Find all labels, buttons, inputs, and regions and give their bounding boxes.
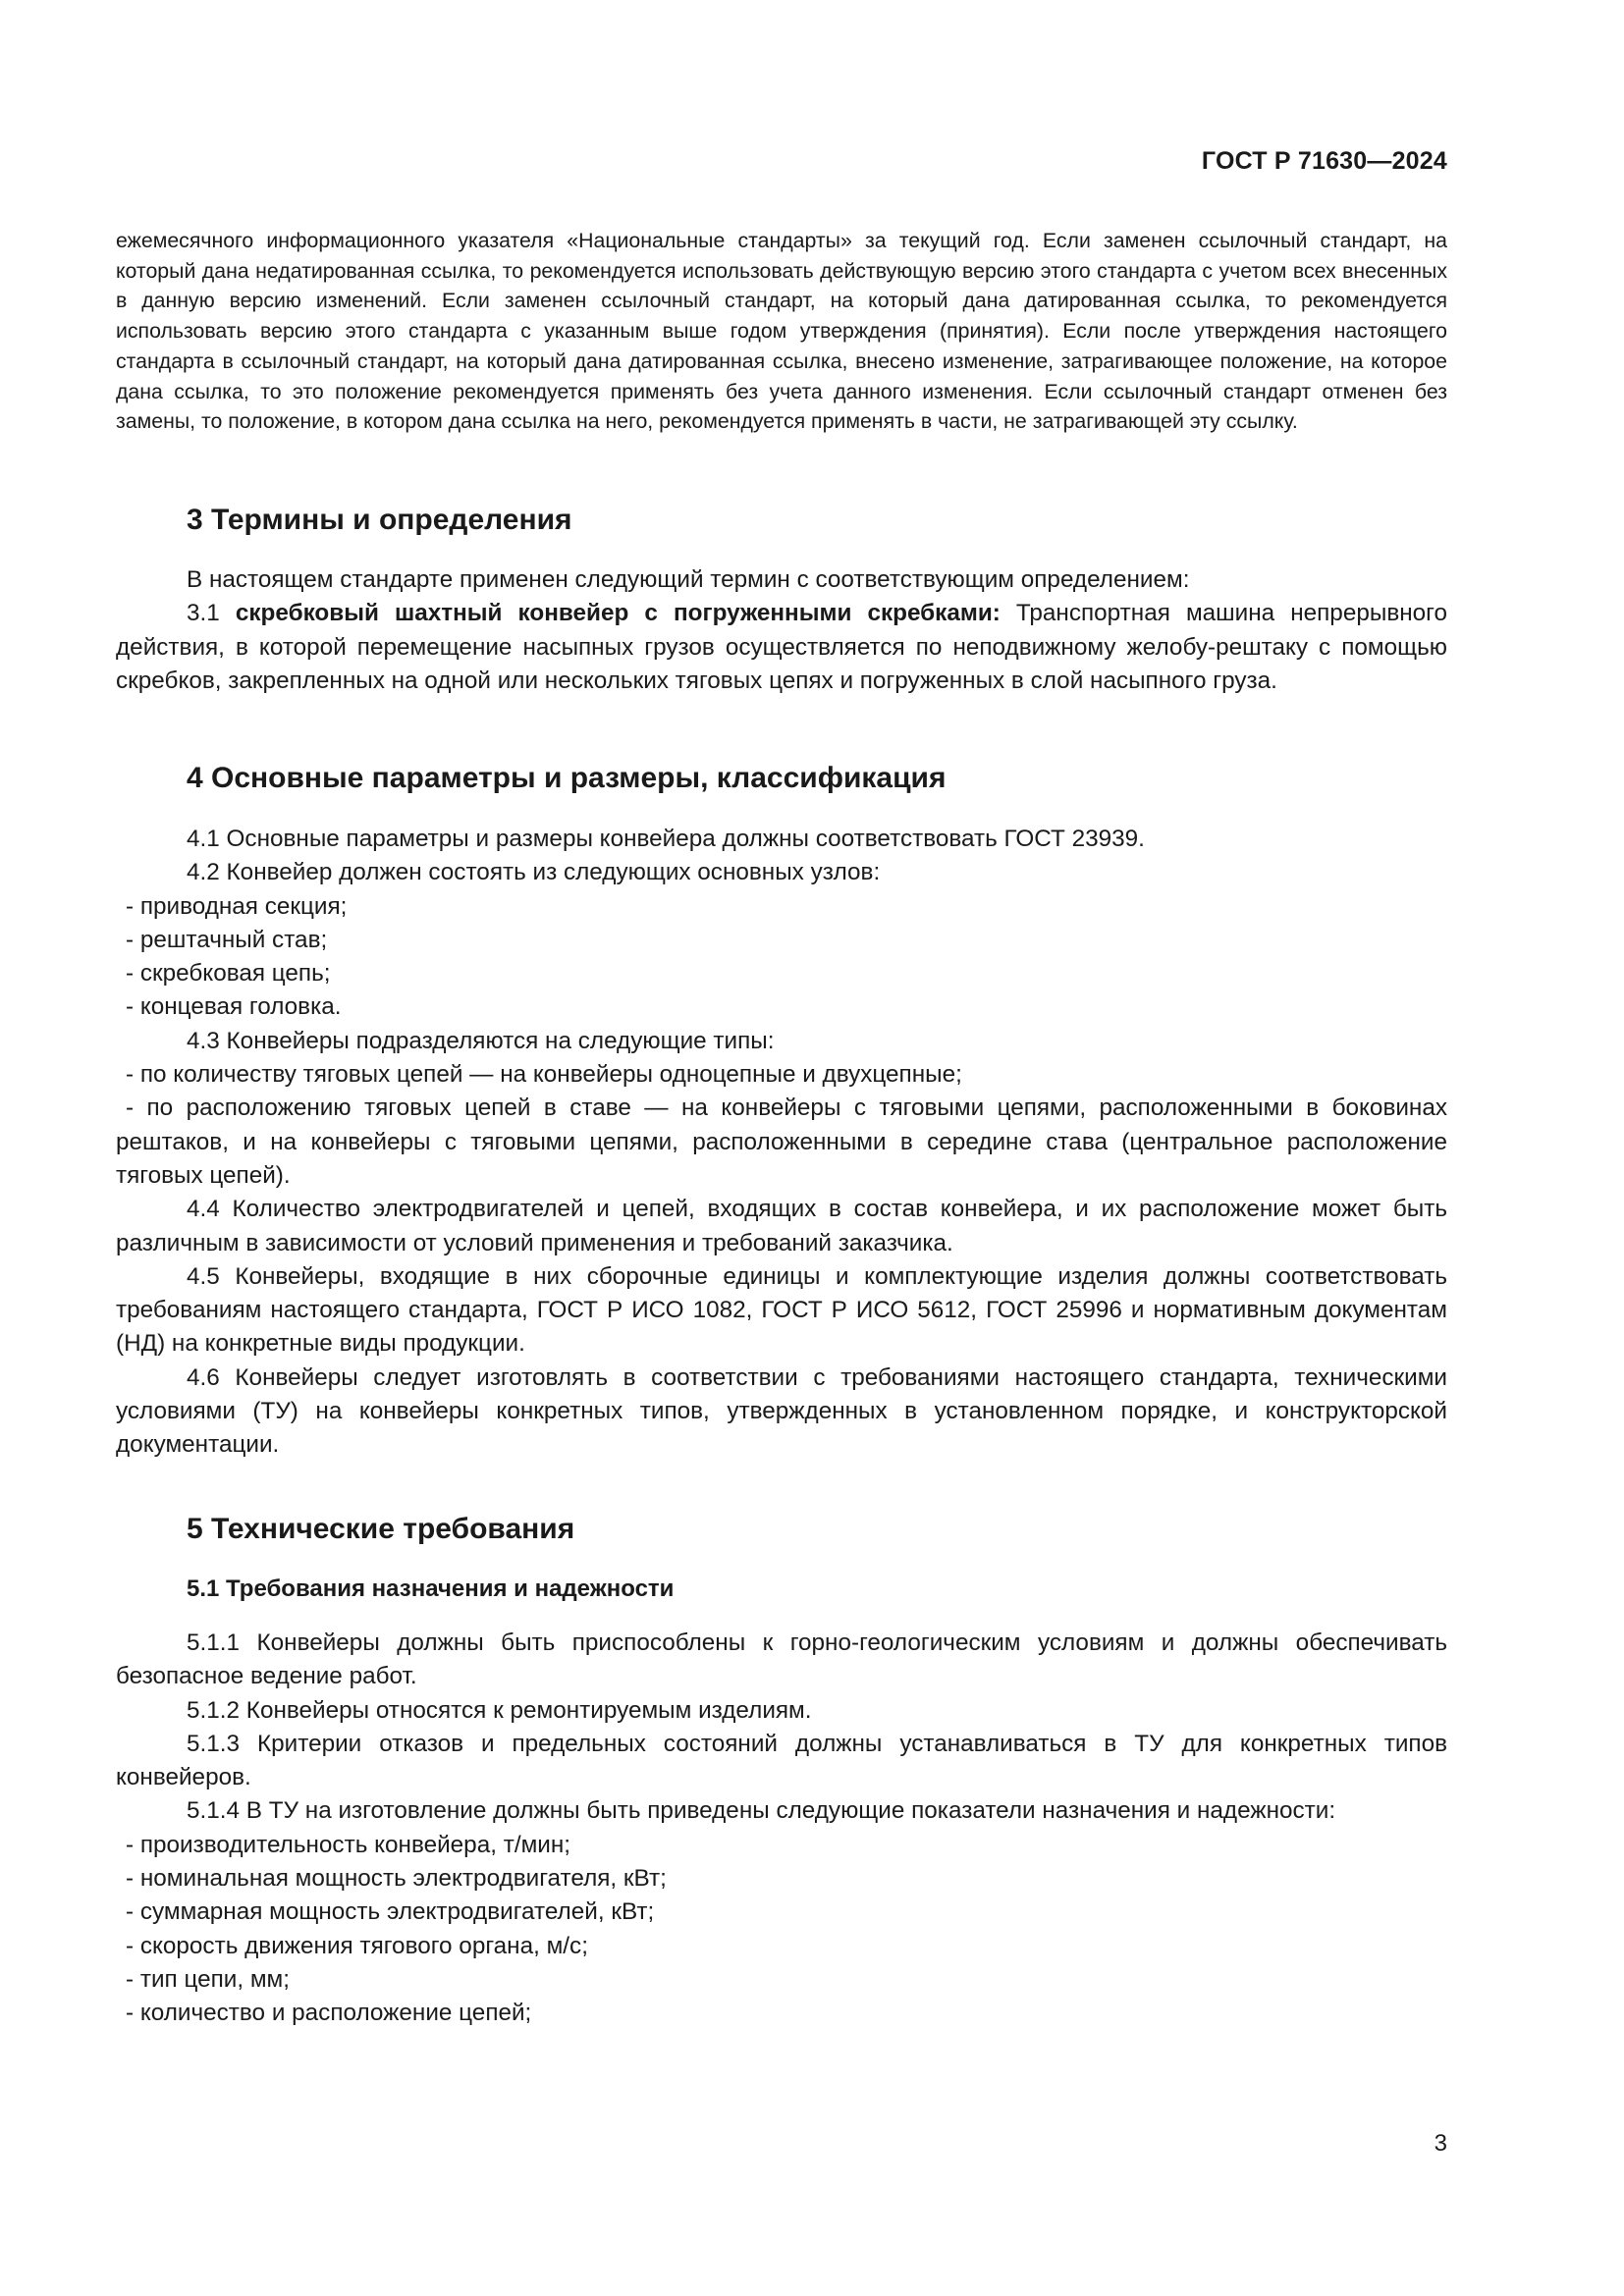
clause-4-4: 4.4 Количество электродвигателей и цепей, входящих в состав конвейера, и их расположение может быть различным в зависимости от условий применения и требований заказчика. [116, 1196, 1447, 1256]
section-5-body [116, 1627, 1447, 2031]
list-item: - суммарная мощность электродвигателей, кВт; [126, 1898, 655, 1926]
clause-5-1-1: 5.1.1 Конвейеры должны быть приспособлены к горно-геологическим условиям и должны обеспечивать безопасное ведение работ. [116, 1629, 1447, 1690]
clause-5-1-3: 5.1.3 Критерии отказов и предельных состояний должны устанавливаться в ТУ для конкретных типов конвейеров. [116, 1730, 1447, 1791]
document-page [116, 0, 1447, 2296]
clause-4-6: 4.6 Конвейеры следует изготовлять в соответствии с требованиями настоящего стандарта, техническими условиями (ТУ) на конвейеры конкретных типов, утвержденных в установленном порядке, и конструкторской документации. [116, 1363, 1447, 1459]
list-item: - скорость движения тягового органа, м/с; [126, 1932, 588, 1959]
section-3-body [116, 563, 1447, 698]
list-item: - рештачный став; [126, 926, 328, 953]
intro-paragraph: ежемесячного информационного указателя «Национальные стандарты» за текущий год. Если заменен ссылочный стандарт, на который дана недатированная ссылка, то рекомендуется использовать действующую версию этого стандарта с учетом всех внесенных в данную версию изменений. Если заменен ссылочный стандарт, на который дана датированная ссылка, то рекомендуется использовать версию этого стандарта с указанным выше годом утверждения (принятия). Если после утверждения настоящего стандарта в ссылочный стандарт, на который дана датированная ссылка, внесено изменение, затрагивающее положение, на которое дана ссылка, то это положение рекомендуется применять без учета данного изменения. Если ссылочный стандарт отменен без замены, то положение, в котором дана ссылка на него, рекомендуется применять в части, не затрагивающей эту ссылку. [116, 229, 1447, 434]
clause-4-2: 4.2 Конвейер должен состоять из следующих основных узлов: [187, 859, 881, 886]
section-5-title: 5 Технические требования [187, 1513, 575, 1545]
list-item: - производительность конвейера, т/мин; [126, 1831, 571, 1858]
clause-5-1-2: 5.1.2 Конвейеры относятся к ремонтируемым изделиям. [187, 1696, 812, 1724]
term-number: 3.1 [187, 600, 236, 627]
term-definition [116, 597, 1447, 698]
list-item: - по количеству тяговых цепей — на конвейеры одноцепные и двухцепные; [126, 1061, 962, 1089]
list-item: - номинальная мощность электродвигателя, кВт; [126, 1865, 667, 1893]
list-item: - тип цепи, мм; [126, 1965, 290, 1993]
page-number: 3 [1434, 2130, 1447, 2157]
clause-4-3: 4.3 Конвейеры подразделяются на следующие типы: [187, 1027, 775, 1054]
term-name: скребковый шахтный конвейер с погруженными скребками: [235, 600, 1001, 627]
section-4-title: 4 Основные параметры и размеры, классификация [187, 762, 947, 794]
section-3-title: 3 Термины и определения [187, 504, 572, 536]
term-definition-text: Транспортная машина непрерывного действия, в которой перемещение насыпных грузов осуществляется по неподвижному желобу-рештаку с помощью скребков, закрепленных на одной или нескольких тяговых цепях и погруженных в слой насыпного груза. [116, 600, 1447, 694]
clause-5-1-4: 5.1.4 В ТУ на изготовление должны быть приведены следующие показатели назначения и надежности: [187, 1797, 1336, 1825]
list-item: - приводная секция; [126, 892, 348, 920]
subsection-5-1-title: 5.1 Требования назначения и надежности [187, 1575, 675, 1602]
clause-4-1: 4.1 Основные параметры и размеры конвейера должны соответствовать ГОСТ 23939. [187, 826, 1145, 852]
list-item: - по расположению тяговых цепей в ставе — на конвейеры с тяговыми цепями, расположенными в боковинах рештаков, и на конвейеры с тяговыми цепями, расположенными в середине става (центральное расположение тяговых цепей). [116, 1095, 1447, 1189]
document-code-header: ГОСТ Р 71630—2024 [1201, 147, 1447, 175]
list-item: - скребковая цепь; [126, 960, 331, 988]
list-item: - концевая головка. [126, 993, 342, 1021]
clause-4-5: 4.5 Конвейеры, входящие в них сборочные единицы и комплектующие изделия должны соответствовать требованиям настоящего стандарта, ГОСТ Р ИСО 1082, ГОСТ Р ИСО 5612, ГОСТ 25996 и нормативным документам (НД) на конкретные виды продукции. [116, 1262, 1447, 1358]
section-4-body [116, 823, 1447, 1463]
list-item: - количество и расположение цепей; [126, 2000, 532, 2027]
section-3-intro: В настоящем стандарте применен следующий термин с соответствующим определением: [187, 566, 1190, 593]
